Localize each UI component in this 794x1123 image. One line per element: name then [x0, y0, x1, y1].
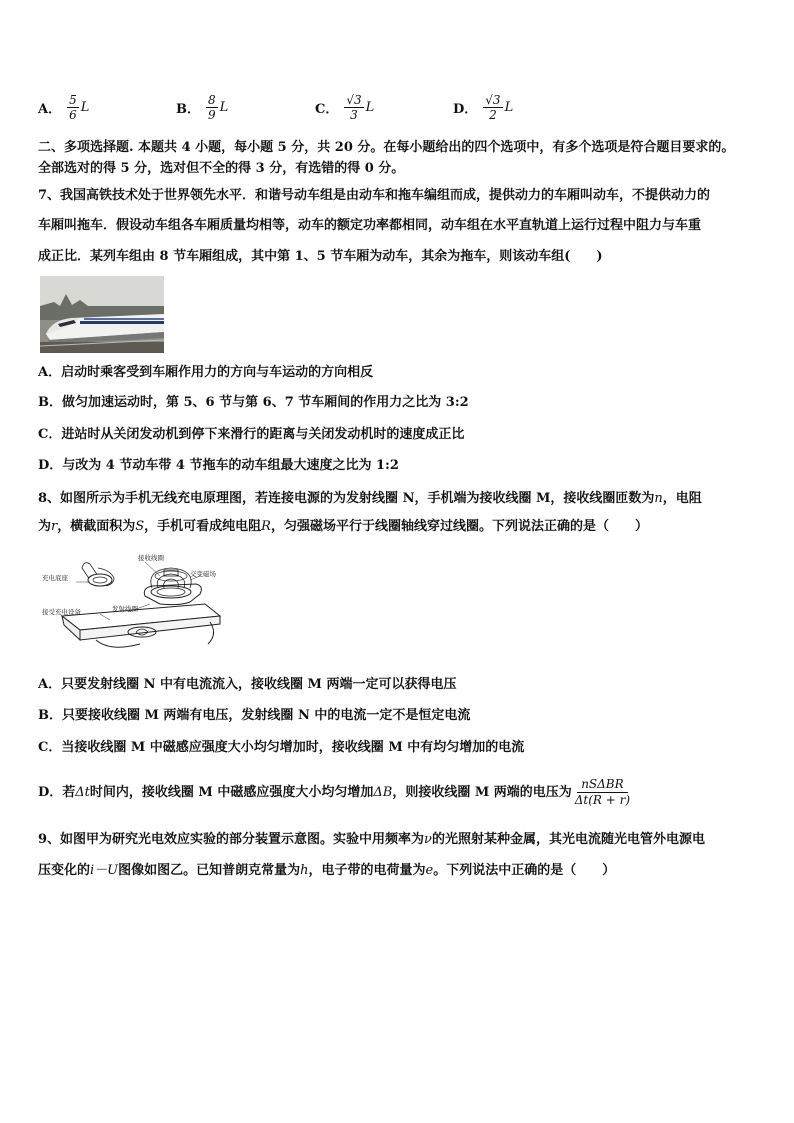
var-e: e — [425, 863, 434, 878]
q7-stem-line-3: 成正比．某列车组由 8 节车厢组成，其中第 1、5 节车厢为动车，其余为拖车，则该动车组( ) — [38, 249, 603, 264]
numerator: √3 — [485, 93, 501, 107]
text: ，横截面积为 — [57, 519, 136, 534]
denominator: 6 — [69, 108, 77, 122]
text: 的光照射某种金属，其光电流随光电管外电源电 — [431, 832, 705, 847]
q7-stem-line-1: 7、我国高铁技术处于世界领先水平．和谐号动车组是由动车和拖车编组而成，提供动力的车厢叫动车，不提供动力的 — [38, 188, 711, 203]
text: ，电子带的电荷量为 — [308, 863, 426, 878]
text: ，手机可看成纯电阻 — [144, 519, 262, 534]
denominator: Δt(R + r) — [574, 793, 631, 807]
text: 压变化的 — [38, 863, 91, 878]
var-delta-b: ΔB — [373, 785, 393, 800]
q6-option-c[interactable] — [315, 93, 374, 122]
text: 。下列说法中正确的是（ ） — [433, 863, 616, 878]
variable: L — [365, 100, 375, 115]
numerator: 5 — [69, 93, 77, 107]
text: 图像如图乙。已知普朗克常量为 — [118, 863, 301, 878]
text: 9、如图甲为研究光电效应实验的部分装置示意图。实验中用频率为 — [38, 832, 425, 847]
train-photo — [40, 276, 164, 353]
q9-stem-line-1 — [38, 831, 705, 849]
var-h: h — [300, 863, 309, 878]
option-label: A． — [38, 102, 62, 117]
text: ，则接收线圈 M 两端的电压为 — [392, 785, 572, 800]
var-n: n — [654, 491, 663, 506]
section-instructions-line-2: 全部选对的得 5 分，选对但不全的得 3 分，有选错的得 0 分。 — [38, 161, 405, 176]
text: 8、如图所示为手机无线充电原理图，若连接电源的为发射线圈 N，手机端为接收线圈 M，接收线圈匝数为 — [38, 491, 655, 506]
var-delta-t: Δt — [75, 785, 90, 800]
q8-option-a[interactable]: A．只要发射线圈 N 中有电流流入，接收线圈 M 两端一定可以获得电压 — [38, 677, 457, 692]
q8-option-b[interactable]: B．只要接收线圈 M 两端有电压，发射线圈 N 中的电流一定不是恒定电流 — [38, 708, 471, 723]
fraction — [67, 93, 79, 122]
q7-stem-line-2: 车厢叫拖车．假设动车组各车厢质量均相等，动车的额定功率都相同，动车组在水平直轨道上运行过程中阻力与车重 — [38, 218, 702, 233]
numerator: √3 — [346, 93, 362, 107]
variable: L — [504, 100, 514, 115]
text: 时间内，接收线圈 M 中磁感应强度大小均匀增加 — [89, 785, 374, 800]
q6-option-a[interactable] — [38, 93, 89, 122]
q7-option-b[interactable]: B．做匀加速运动时，第 5、6 节与第 6、7 节车厢间的作用力之比为 3:2 — [38, 395, 469, 410]
label-receive-coil: 接收线圈 — [138, 554, 164, 562]
voltage-formula — [575, 777, 630, 808]
text: ，匀强磁场平行于线圈轴线穿过线圈。下列说法正确的是（ ） — [270, 519, 648, 534]
q8-stem-line-2 — [38, 518, 648, 536]
q7-option-d[interactable]: D．与改为 4 节动车带 4 节拖车的动车组最大速度之比为 1:2 — [38, 458, 399, 473]
label-transmit-coil: 发射线圈 — [112, 605, 138, 613]
option-label: D． — [453, 102, 478, 117]
q7-option-a[interactable]: A．启动时乘客受到车厢作用力的方向与车运动的方向相反 — [38, 365, 374, 380]
q8-stem-line-1 — [38, 490, 702, 508]
denominator: 2 — [489, 108, 497, 122]
option-label: B． — [176, 102, 200, 117]
variable: L — [80, 100, 90, 115]
var-R: R — [261, 519, 271, 534]
q6-option-d[interactable] — [453, 93, 513, 122]
fraction — [344, 93, 363, 122]
var-i-u: i－U — [90, 863, 119, 878]
text: ，电阻 — [662, 491, 702, 506]
label-alternating-field: 交变磁场 — [190, 570, 216, 578]
label-receiving-device: 接受充电设备 — [42, 608, 81, 616]
denominator: 3 — [350, 108, 358, 122]
var-r: r — [51, 519, 58, 534]
q8-option-c[interactable]: C．当接收线圈 M 中磁感应强度大小均匀增加时，接收线圈 M 中有均匀增加的电流 — [38, 740, 525, 755]
section-instructions-line-1: 二、多项选择题. 本题共 4 小题，每小题 5 分，共 20 分。在每小题给出的四个选项中，有多个选项是符合题目要求的。 — [38, 140, 735, 155]
wireless-charging-diagram — [40, 548, 230, 660]
numerator: 8 — [208, 93, 216, 107]
q7-option-c[interactable]: C．进站时从关闭发动机到停下来滑行的距离与关闭发动机时的速度成正比 — [38, 427, 465, 442]
text: 为 — [38, 519, 52, 534]
label-charger-base: 充电底座 — [42, 574, 68, 582]
q8-option-d[interactable] — [38, 776, 630, 810]
var-nu: ν — [424, 832, 432, 847]
q6-option-b[interactable] — [176, 93, 228, 122]
text: D．若 — [38, 785, 76, 800]
variable: L — [219, 100, 229, 115]
option-label: C． — [315, 102, 339, 117]
numerator: nSΔBR — [577, 777, 627, 793]
denominator: 9 — [208, 108, 216, 122]
q9-stem-line-2 — [38, 862, 615, 880]
fraction — [483, 93, 502, 122]
fraction — [206, 93, 218, 122]
var-s: S — [135, 519, 145, 534]
